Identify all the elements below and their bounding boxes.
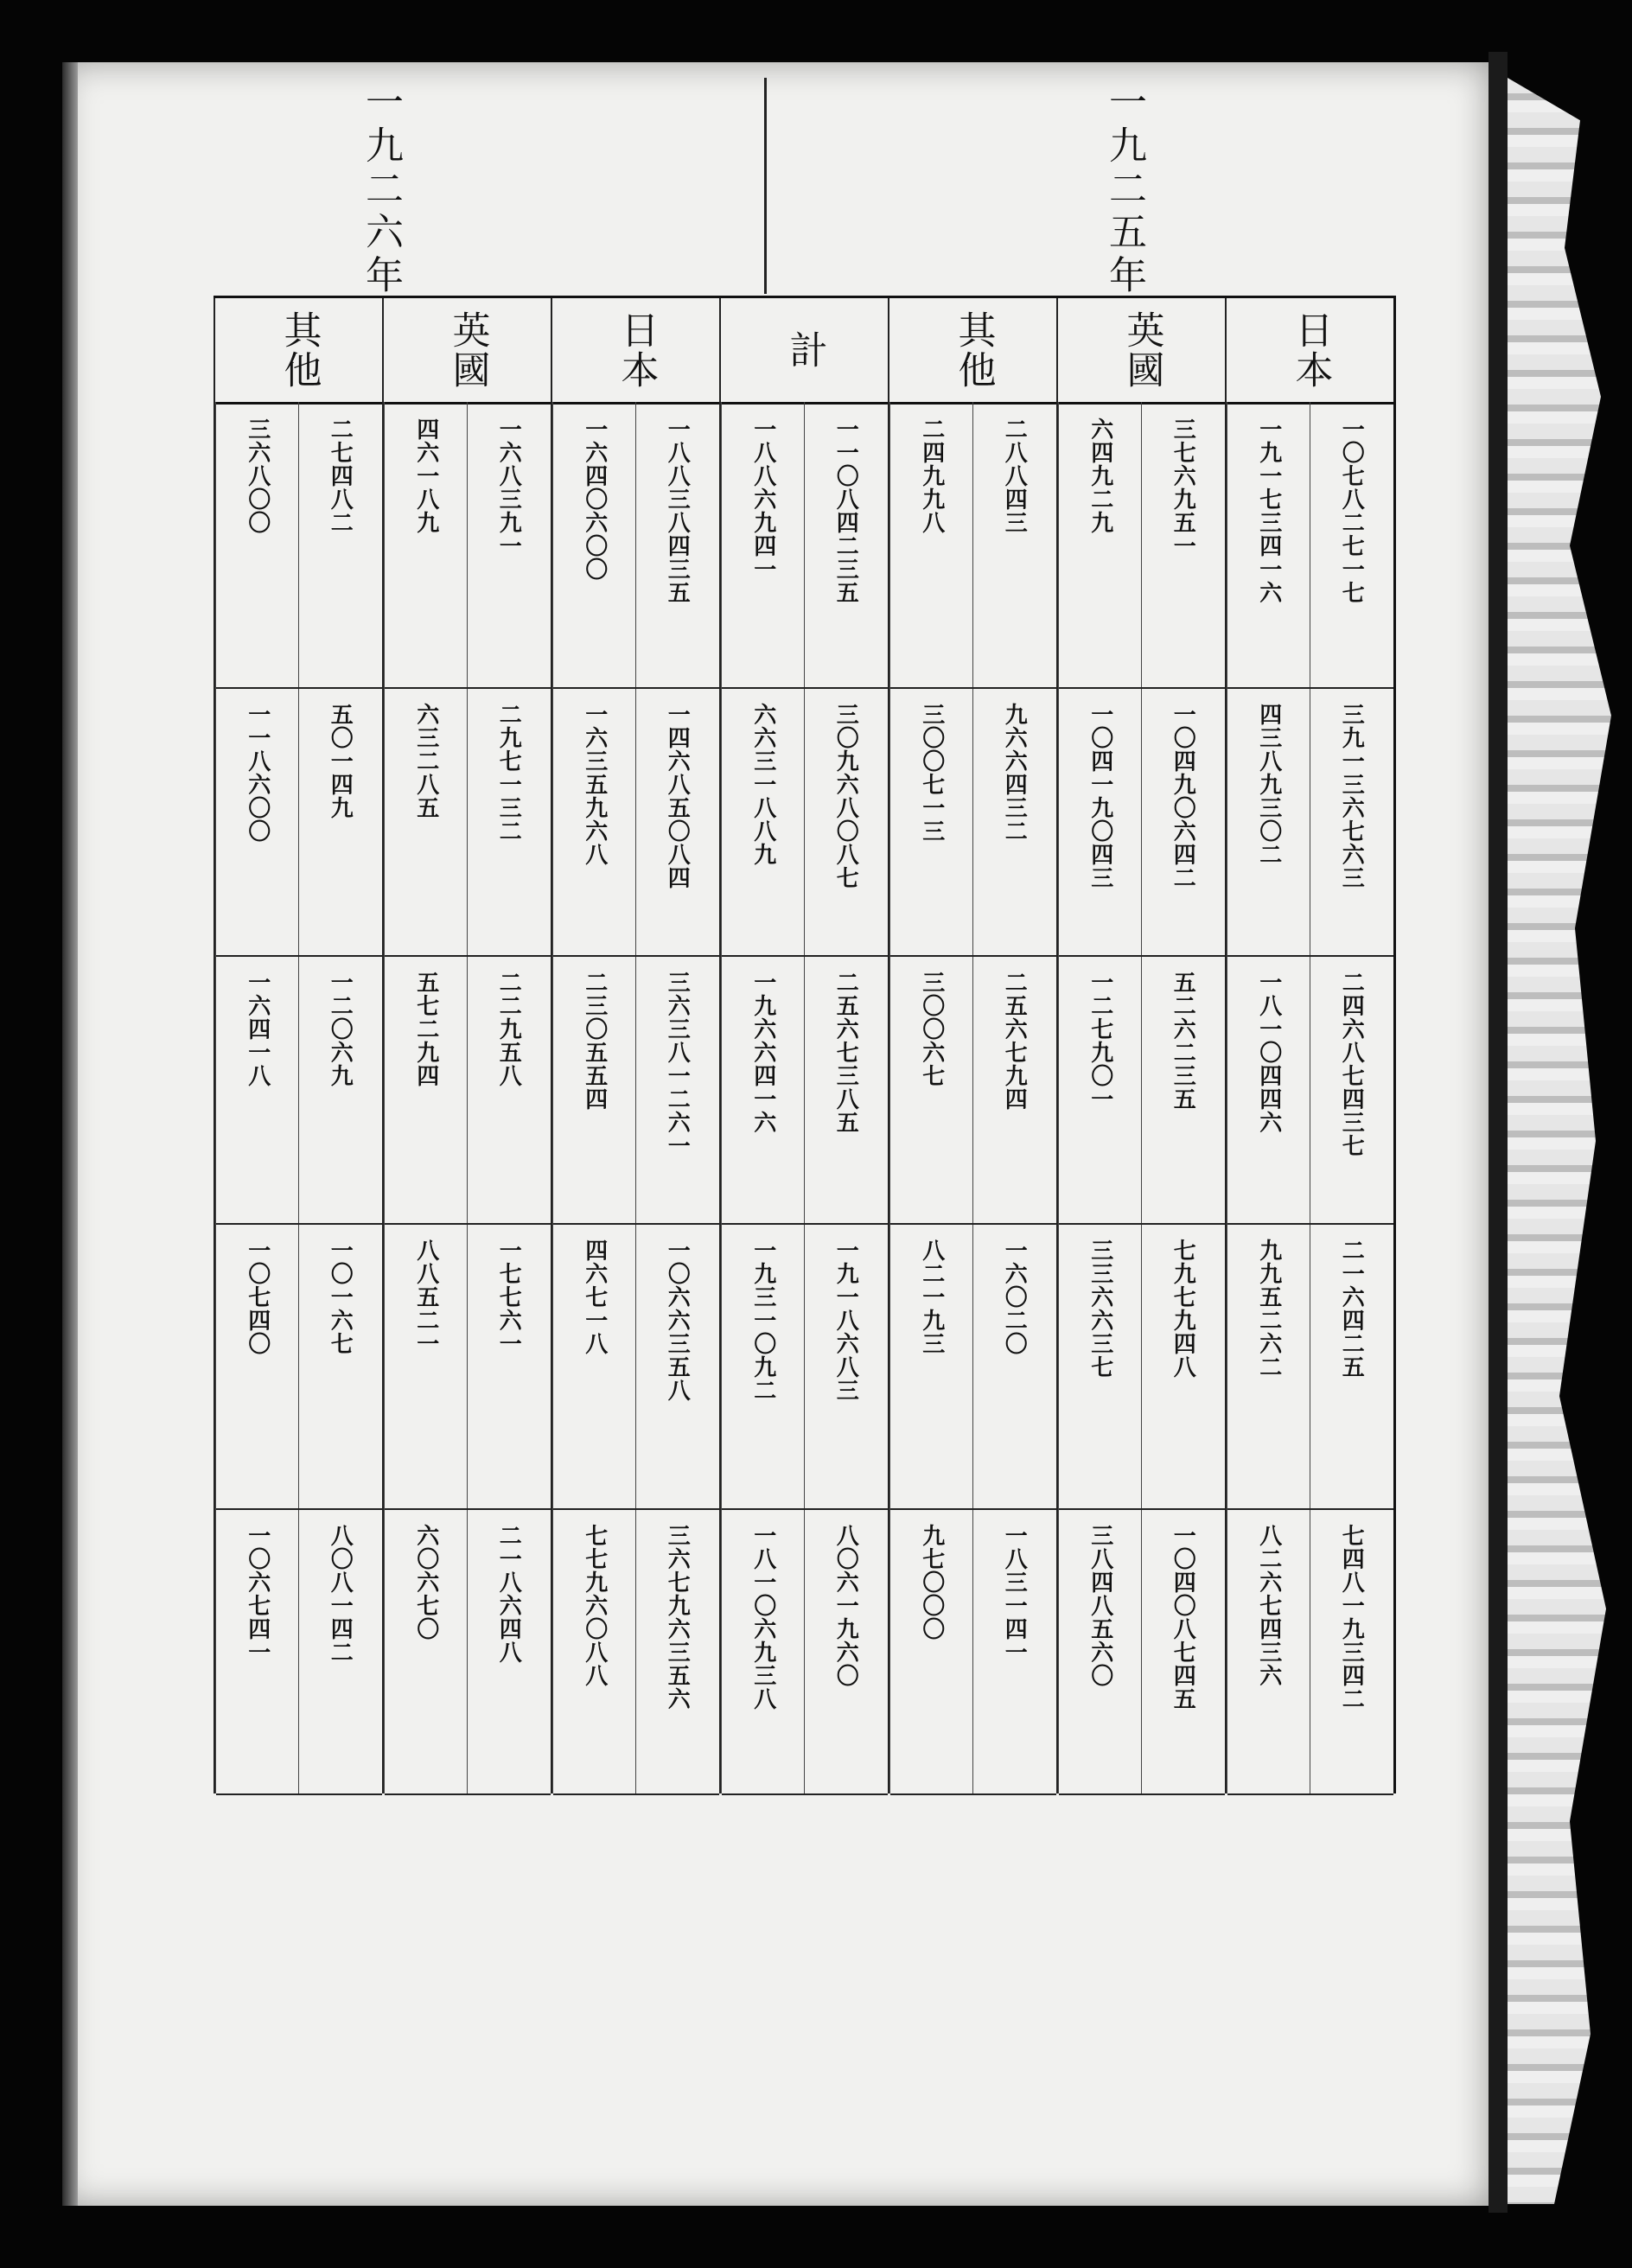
table-cell: [1227, 1223, 1311, 1510]
table-cell: [216, 955, 300, 1225]
cell-value: 三〇〇七一三: [918, 703, 945, 843]
table-cell: [973, 955, 1057, 1225]
column-header: [889, 298, 1056, 405]
cell-value: 三九一三六七六三: [1338, 703, 1365, 889]
table-cell: [299, 1508, 383, 1795]
table-cell: [722, 402, 806, 689]
sub-column: [298, 402, 383, 1793]
column-header-label: 日本: [614, 310, 659, 390]
sub-column: [1058, 402, 1143, 1793]
table-cell: [636, 402, 720, 689]
table-cell: [216, 1223, 300, 1510]
cell-value: 六六三一八八九: [749, 703, 776, 866]
cell-value: 五〇一四九: [327, 703, 354, 819]
cell-value: 一九六六四一六: [749, 971, 776, 1134]
table-column: [214, 298, 382, 1793]
table-cell: [553, 955, 637, 1225]
table-cell: [1227, 687, 1311, 957]
cell-value: 七四八一九三四二: [1338, 1524, 1365, 1711]
cell-value: 三六七九六三五六: [664, 1524, 691, 1711]
cell-value: 九六六四三二: [1001, 703, 1028, 843]
cell-value: 六三二八五: [412, 703, 439, 819]
cell-value: 二五六七九四: [1001, 971, 1028, 1111]
cell-value: 三〇九六八〇八七: [832, 703, 859, 889]
table-cell: [722, 1508, 806, 1795]
cell-value: 二一六四二五: [1338, 1239, 1365, 1379]
table-cell: [1310, 402, 1394, 689]
cell-value: 三六八〇〇: [244, 417, 271, 534]
sub-column: [467, 402, 551, 1793]
sub-column: [552, 402, 637, 1793]
table-cell: [385, 955, 469, 1225]
torn-paper-edge: [1508, 78, 1611, 2204]
column-header: [1227, 298, 1393, 405]
sub-column: [804, 402, 889, 1793]
cell-value: 二五六七三八五: [832, 971, 859, 1134]
table-cell: [1310, 955, 1394, 1225]
cell-value: 四六一八九: [412, 417, 439, 534]
table-cell: [805, 402, 889, 689]
table-cell: [1059, 955, 1143, 1225]
column-header-label: 其他: [951, 310, 996, 390]
sub-column: [635, 402, 720, 1793]
table-cell: [1310, 1223, 1394, 1510]
cell-value: 九九五二六二: [1255, 1239, 1282, 1379]
cell-value: 二七四八二: [327, 417, 354, 534]
table-cell: [1227, 402, 1311, 689]
cell-value: 八八五二一: [412, 1239, 439, 1355]
cell-value: 一一八六〇〇: [244, 703, 271, 843]
sub-column: [1310, 402, 1394, 1793]
table-cell: [553, 687, 637, 957]
cell-value: 二三〇五五四: [581, 971, 608, 1111]
page-edge: [1489, 52, 1508, 2213]
table-cell: [1310, 687, 1394, 957]
table-cell: [299, 402, 383, 689]
cell-value: 一九一八六八三: [832, 1239, 859, 1402]
table-cell: [468, 1223, 551, 1510]
table-cell: [805, 1223, 889, 1510]
sub-column: [972, 402, 1057, 1793]
cell-value: 一八三一四一: [1001, 1524, 1028, 1664]
cell-value: 八〇八一四二: [327, 1524, 354, 1664]
cell-value: 三三六六三七: [1087, 1239, 1113, 1379]
cell-value: 一六四〇六〇〇: [581, 417, 608, 581]
column-header: [721, 298, 888, 405]
sub-column: [889, 402, 974, 1793]
cell-value: 五二六二三五: [1170, 971, 1196, 1111]
column-header-label: 其他: [277, 310, 322, 390]
table-cell: [299, 1223, 383, 1510]
cell-value: 三七六九五一: [1170, 417, 1196, 557]
table-cell: [1310, 1508, 1394, 1795]
column-header-label: 計: [782, 330, 827, 370]
table-cell: [890, 687, 974, 957]
cell-value: 一〇四九〇六四二: [1170, 703, 1196, 889]
table-cell: [636, 687, 720, 957]
table-cell: [468, 687, 551, 957]
cell-value: 一〇一六七: [327, 1239, 354, 1355]
column-header: [552, 298, 719, 405]
table-cell: [1227, 1508, 1311, 1795]
cell-value: 一〇六七四一: [244, 1524, 271, 1664]
table-cell: [1059, 1223, 1143, 1510]
cell-value: 八〇六一九六〇: [832, 1524, 859, 1687]
table-cell: [973, 1223, 1057, 1510]
cell-value: 三〇〇六七: [918, 971, 945, 1087]
table-cell: [1142, 1508, 1226, 1795]
table-cell: [1142, 402, 1226, 689]
cell-value: 一〇七四〇: [244, 1239, 271, 1355]
table-cell: [805, 687, 889, 957]
cell-value: 一六四一八: [244, 971, 271, 1087]
table-cell: [722, 1223, 806, 1510]
column-header: [215, 298, 382, 405]
cell-value: 四三八九三〇二: [1255, 703, 1282, 866]
table-cell: [722, 955, 806, 1225]
table-cell: [890, 402, 974, 689]
table-cell: [468, 955, 551, 1225]
cell-value: 一二七九〇一: [1087, 971, 1113, 1111]
table-cell: [385, 402, 469, 689]
cell-value: 三八四八五六〇: [1087, 1524, 1113, 1687]
table-cell: [973, 402, 1057, 689]
column-header: [1058, 298, 1225, 405]
cell-value: 四六七一八: [581, 1239, 608, 1355]
sub-column: [384, 402, 469, 1793]
table-column: [1225, 298, 1393, 1793]
table-cell: [216, 1508, 300, 1795]
cell-value: 二九七一三二: [495, 703, 522, 843]
cell-value: 九七〇〇〇: [918, 1524, 945, 1640]
table-columns: [214, 298, 1393, 1793]
cell-value: 一〇六六三五八: [664, 1239, 691, 1402]
cell-value: 一〇四〇八七四五: [1170, 1524, 1196, 1711]
table-cell: [636, 1508, 720, 1795]
table-cell: [385, 687, 469, 957]
year-heading-1925: 一九二五年: [1102, 82, 1146, 298]
table-cell: [1142, 687, 1226, 957]
year-divider: [764, 78, 767, 294]
table-cell: [1142, 955, 1226, 1225]
table-cell: [973, 687, 1057, 957]
column-header-label: 英國: [445, 310, 490, 390]
table-cell: [553, 402, 637, 689]
cell-value: 二四九九八: [918, 417, 945, 534]
cell-value: 一六八三九一: [495, 417, 522, 557]
table-cell: [468, 1508, 551, 1795]
cell-value: 七七九六〇八八: [581, 1524, 608, 1687]
table-column: [551, 298, 719, 1793]
table-column: [1056, 298, 1225, 1793]
table-cell: [385, 1508, 469, 1795]
sub-column: [215, 402, 300, 1793]
cell-value: 一九三一〇九二: [749, 1239, 776, 1402]
table-cell: [216, 687, 300, 957]
table-cell: [890, 1223, 974, 1510]
cell-value: 三六三八一二六一: [664, 971, 691, 1157]
table-cell: [805, 1508, 889, 1795]
table-cell: [216, 402, 300, 689]
cell-value: 六〇六七〇: [412, 1524, 439, 1640]
sub-column: [721, 402, 806, 1793]
cell-value: 二四六八七四三七: [1338, 971, 1365, 1157]
table-cell: [636, 1223, 720, 1510]
cell-value: 一四六八五〇八四: [664, 703, 691, 889]
table-cell: [890, 955, 974, 1225]
table-cell: [973, 1508, 1057, 1795]
cell-value: 一八一〇四四六: [1255, 971, 1282, 1134]
table-column: [382, 298, 551, 1793]
column-header-label: 日本: [1288, 310, 1333, 390]
cell-value: 一八八六九四一: [749, 417, 776, 581]
cell-value: 一七七六一: [495, 1239, 522, 1355]
sub-column: [1227, 402, 1311, 1793]
column-header-label: 英國: [1119, 310, 1164, 390]
cell-value: 一八一〇六九三八: [749, 1524, 776, 1711]
year-heading-1926: 一九二六年: [359, 82, 403, 298]
cell-value: 六四九二九: [1087, 417, 1113, 534]
cell-value: 七九七九四八: [1170, 1239, 1196, 1379]
column-header: [384, 298, 551, 405]
document-page: [62, 62, 1489, 2206]
table-cell: [553, 1508, 637, 1795]
table-cell: [299, 955, 383, 1225]
cell-value: 一六三五九六八: [581, 703, 608, 866]
cell-value: 一〇四一九〇四三: [1087, 703, 1113, 889]
cell-value: 一九一七三四一六: [1255, 417, 1282, 604]
cell-value: 一二〇六九: [327, 971, 354, 1087]
table-column: [719, 298, 888, 1793]
book-spine-shadow: [62, 62, 78, 2206]
cell-value: 一八八三八四三五: [664, 417, 691, 604]
cell-value: 二二九五八: [495, 971, 522, 1087]
table-cell: [299, 687, 383, 957]
cell-value: 八二一九三: [918, 1239, 945, 1355]
table-cell: [468, 402, 551, 689]
table-cell: [636, 955, 720, 1225]
cell-value: 八二六七四三六: [1255, 1524, 1282, 1687]
cell-value: 二八八四三: [1001, 417, 1028, 534]
cell-value: 一〇七八二七一七: [1338, 417, 1365, 604]
table-cell: [1142, 1223, 1226, 1510]
table-cell: [1227, 955, 1311, 1225]
table-column: [888, 298, 1056, 1793]
table-cell: [385, 1223, 469, 1510]
table-cell: [890, 1508, 974, 1795]
table-cell: [722, 687, 806, 957]
statistics-table: [214, 82, 1396, 1793]
table-cell: [1059, 1508, 1143, 1795]
table-cell: [1059, 402, 1143, 689]
sub-column: [1141, 402, 1226, 1793]
table-cell: [553, 1223, 637, 1510]
cell-value: 一六〇二〇: [1001, 1239, 1028, 1355]
cell-value: 一一〇八四二三五: [832, 417, 859, 604]
cell-value: 二一八六四八: [495, 1524, 522, 1664]
table-cell: [805, 955, 889, 1225]
cell-value: 五七二九四: [412, 971, 439, 1087]
table-cell: [1059, 687, 1143, 957]
